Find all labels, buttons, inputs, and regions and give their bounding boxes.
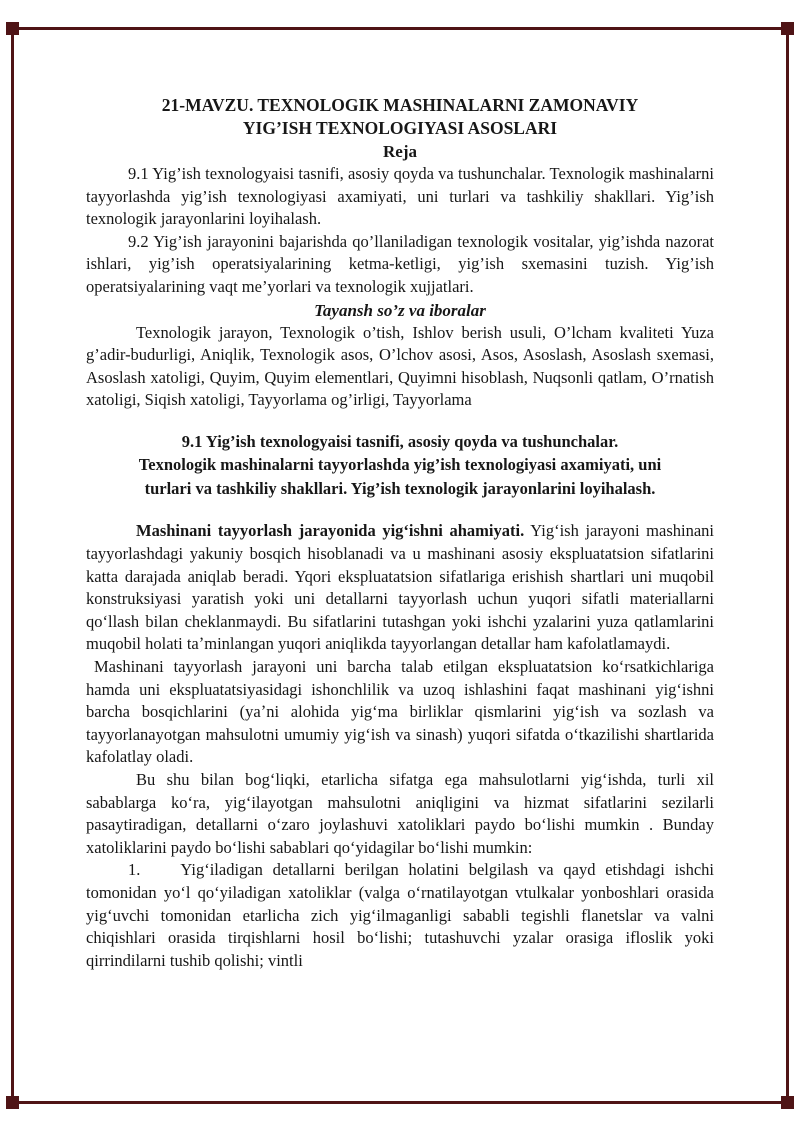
page-title [86,94,714,140]
keywords-heading: Tayansh so’z va iboralar [314,300,486,320]
title-line-1: 21-MAVZU. TEXNOLOGIK MASHINALARNI ZAMONAVIY [161,95,639,115]
page-content [86,88,714,972]
list-item-text: Yigʻiladigan detallarni berilgan holatini belgilash va qayd etishdagi ishchi tomonidan yoʻl qoʻyiladigan xatoliklar (valga oʻrnatilayotgan vtulkalar yonboshlari orasida yigʻuvchi tomonidan etarlicha zich yigʻilmaganligi sababli tegishli flanetslar va valni chiqishlari orasida tirqishlarni hosil boʻlishi; tutashuvchi yzalar orasiga ifloslik yoki qirrindilarni tushib qolishi; vintli [86,860,714,970]
body-paragraph-2: Mashinani tayyorlash jarayoni uni barcha talab etilgan ekspluatatsion koʻrsatkichlariga hamda uni ekspluatatsiyasidagi ishonchlilik va uzoq ishlashini faqat mashinani yigʻishni barcha bosqichlarini (yaʼni alohida yigʻma birliklar qismlarini yigʻish va sozlash va tayyorlanayotgan mahsulotni umumiy yigʻish va sinash) yuqori sifatda oʻtkazilishi shartlarida kafolatlay oladi. [86,657,714,767]
page-border-corner [6,22,19,35]
title-line-2: YIG’ISH TEXNOLOGIYASI ASOSLARI [242,118,558,138]
keywords-paragraph: Texnologik jarayon, Texnologik o’tish, Ishlov berish usuli, O’lcham kvaliteti Yuza g’adir-budurligi, Aniqlik, Texnologik asos, O’lchov asosi, Asos, Asoslash, Asoslash sxemasi, Asoslash xatoligi, Quyim, Quyim elementlari, Quyimni hisoblash, Nuqsonli qatlam, O’rnatish xatoligi, Siqish xatoligi, Tayyorlama og’irligi, Tayyorlama [86,322,714,410]
list-item-number: 1. [128,860,141,880]
section-heading-9-1 [86,430,714,501]
paragraph-1-lead-bold: Mashinani tayyorlash jarayonida yigʻishni ahamiyati. [136,521,525,541]
section-heading-line-2: Texnologik mashinalarni tayyorlashda yig’ish texnologiyasi axamiyati, uni [138,455,662,475]
page-border-corner [781,1096,794,1109]
plan-heading: Reja [383,142,417,161]
numbered-list-item-1 [86,859,714,972]
plan-item-9-1: 9.1 Yig’ish texnologyaisi tasnifi, asosiy qoyda va tushunchalar. Texnologik mashinalarni tayyorlashda yig’ish texnologiyasi axamiyati, uni turlari va tashkiliy shakllari. Yig’ish texnologik jarayonlarini loyihalash. [86,164,714,229]
plan-item-9-2: 9.2 Yig’ish jarayonini bajarishda qo’llaniladigan texnologik vositalar, yig’ishda nazorat ishlari, yig’ish operatsiyalarining ketma-ketligi, yig’ish sxemasini tuzish. Yig’ish operatsiyalarining vaqt me’yorlari va texnologik xujjatlari. [86,231,714,296]
section-heading-line-3: turlari va tashkiliy shakllari. Yig’ish texnologik jarayonlarini loyihalash. [144,478,656,498]
page-border-corner [781,22,794,35]
body-paragraph-1 [86,520,714,656]
section-heading-line-1: 9.1 Yig’ish texnologyaisi tasnifi, asosiy qoyda va tushunchalar. [181,431,619,451]
body-paragraph-3: Bu shu bilan bogʻliqki, etarlicha sifatga ega mahsulotlarni yigʻishda, turli xil sabablarga koʻra, yigʻilayotgan mahsulotni aniqligini va hizmat sifatlarini sezilarli pasaytiradigan, detallarni oʻzaro joylashuvi xatoliklari paydo boʻlishi mumkin . Bunday xatoliklarini paydo boʻlishi sabablari qoʻyidagilar boʻlishi mumkin: [86,769,714,857]
paragraph-1-text: Yigʻish jarayoni mashinani tayyorlashdagi yakuniy bosqich hisoblanadi va u mashinani asosiy ekspluatatsion sifatlarini katta darajada aniqlab beradi. Yqori ekspluatatsion sifatlariga erishish shartlari uni muqobil konstruksiyasi yaratish yoki uni detallarni tayyorlash uchun yuqori sifatli materiallarni qoʻllash bilan cheklanmaydi. Bu sifatlarini tutashgan yoki ishchi yzalarini yuza qatlamlarini muqobil holati taʼminlangan yuqori aniqlikda tayyorlangan detallar ham kafolatlamaydi. [86,521,714,654]
page-border-corner [6,1096,19,1109]
